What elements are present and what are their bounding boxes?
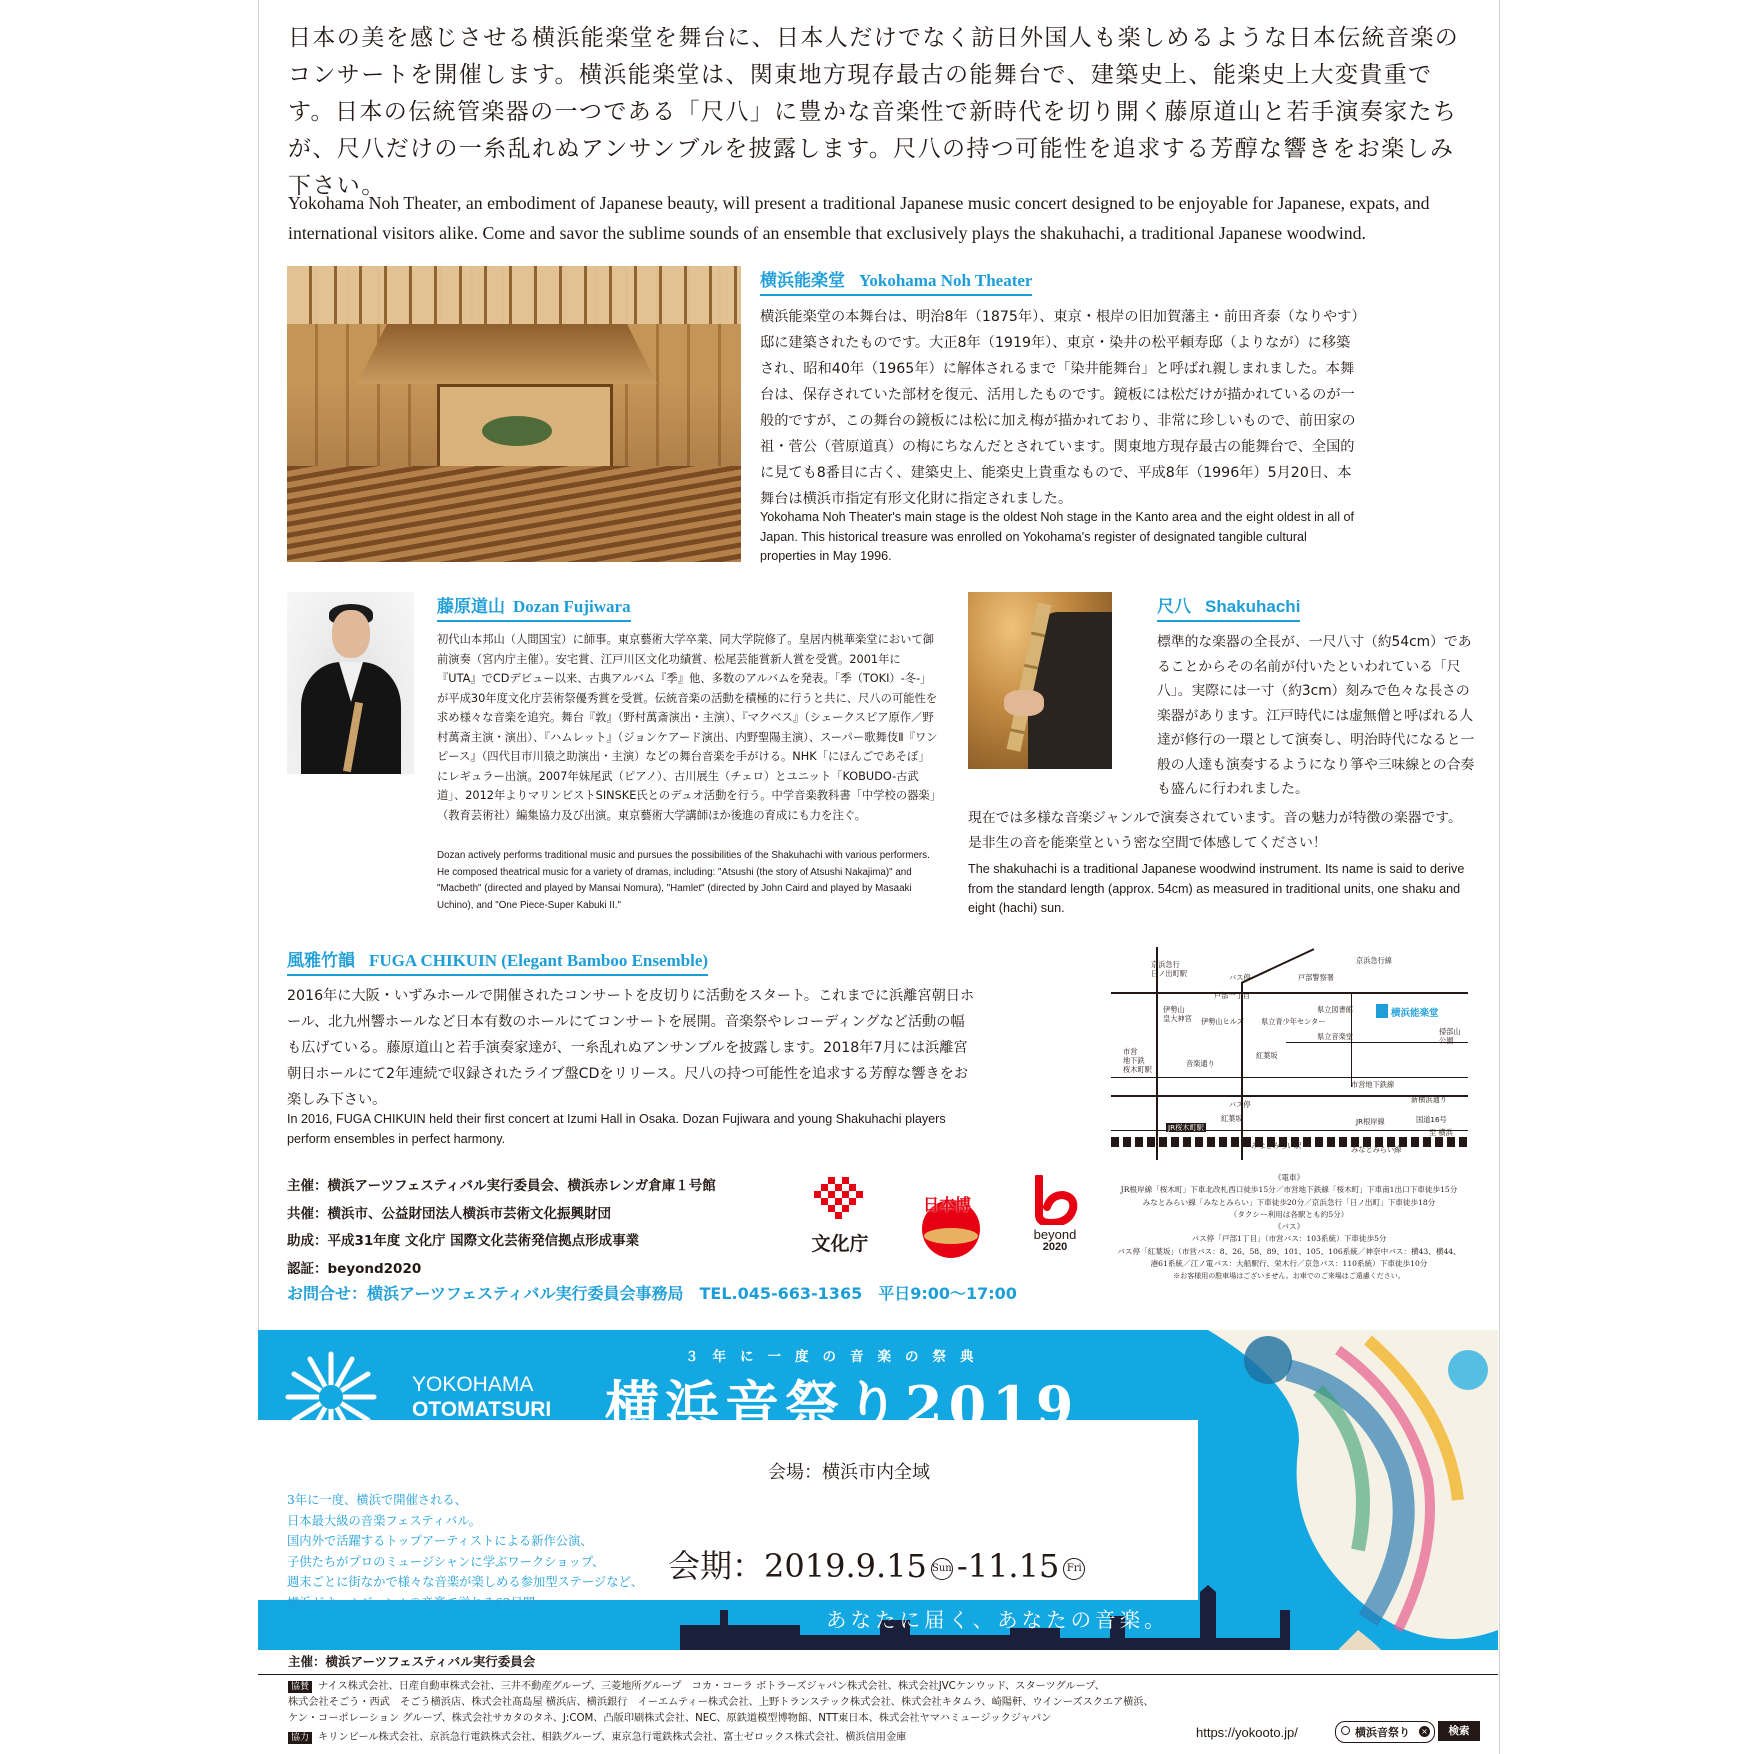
dozan-heading-en: Dozan Fujiwara	[513, 597, 631, 616]
clear-icon: ×	[1419, 1726, 1430, 1737]
credits-organizer: 主催：横浜アーツフェスティバル実行委員会、横浜赤レンガ倉庫１号館	[287, 1178, 716, 1194]
access-line: バス停「戸部1丁目」（市営バス：103系統）下車徒歩5分	[1191, 1234, 1387, 1244]
access-line: 港61系統／江ノ電バス：大船駅行、栄木行／京急バス：110系統）下車徒歩10分	[1150, 1259, 1428, 1269]
map-label: 音楽通り	[1186, 1059, 1215, 1068]
footer-kyosan-row-3: ケン・コーポレーション グループ、株式会社サカタのタネ、J:COM、凸版印刷株式会社、NEC、原鉄道模型博物館、NTT東日本、株式会社ヤマハミュージックジャパン	[288, 1713, 1052, 1724]
festival-desc-line: 週末ごとに街なかで様々な音楽が楽しめる参加型ステージなど、	[287, 1575, 644, 1589]
ensemble-heading-jp: 風雅竹韻	[287, 951, 355, 971]
map-label: バス停	[1229, 1100, 1251, 1109]
festival-tagline: あなたに届く、あなたの音楽。	[826, 1608, 1169, 1632]
access-line: ※お客様用の駐車場はございません。お車でのご来場はご遠慮ください。	[1173, 1272, 1405, 1281]
website-url[interactable]: https://yokooto.jp/	[1196, 1725, 1298, 1740]
map-label: 至 横浜	[1429, 1128, 1453, 1137]
festival-desc-line: 3年に一度、横浜で開催される、	[287, 1493, 467, 1507]
search-box[interactable]	[1335, 1721, 1435, 1743]
shakuhachi-heading	[1157, 592, 1300, 622]
map-label: 紅葉坂	[1221, 1114, 1243, 1123]
festival-venue: 会場：横浜市内全域	[768, 1462, 930, 1483]
shakuhachi-photo	[968, 592, 1112, 769]
map-label: 戸部一丁目	[1214, 991, 1250, 1000]
kyoryoku-tag: 協力	[288, 1732, 312, 1744]
dozan-heading-jp: 藤原道山	[437, 597, 505, 617]
nippon-haku-logo	[902, 1178, 992, 1268]
festival-subtitle: ３年に一度の音楽の祭典	[685, 1349, 988, 1365]
shakuhachi-heading-en: Shakuhachi	[1205, 597, 1301, 616]
map-label: みなとみらい線	[1351, 1145, 1402, 1154]
map-label: JR根岸線	[1356, 1117, 1385, 1126]
period-label: 会期：	[668, 1547, 765, 1585]
map-label: 新横浜通り	[1411, 1095, 1447, 1104]
access-line: JR根岸線「桜木町」下車北改札西口徒歩15分／市営地下鉄線「桜木町」下車南1出口下車徒歩15分	[1120, 1185, 1458, 1195]
access-bus-title: 《バス》	[1273, 1222, 1305, 1232]
bunka-logo	[807, 1175, 873, 1255]
footer-kyoryoku-row	[288, 1730, 906, 1745]
ensemble-heading-en: FUGA CHIKUIN (Elegant Bamboo Ensemble)	[369, 951, 709, 970]
shakuhachi-body-jp-bottom: 現在では多様な音楽ジャンルで演奏されています。音の魅力が特徴の楽器です。是非生の音を能楽堂という密な空間で体感してください！	[968, 810, 1462, 851]
festival-desc-line: 横浜がオールジャンルの音楽で溢れる62日間。	[287, 1595, 548, 1610]
map-destination-label: 横浜能楽堂	[1391, 1008, 1439, 1019]
map-label: 紅葉坂	[1256, 1051, 1278, 1060]
festival-period	[668, 1541, 1089, 1587]
map-label: 伊勢山ヒルズ	[1201, 1017, 1244, 1026]
festival-desc-line: 日本最大級の音楽フェスティバル。	[287, 1513, 481, 1528]
map-label: バス停	[1229, 973, 1251, 982]
search-icon	[1341, 1726, 1350, 1735]
map-label: 京浜急行線	[1356, 956, 1392, 965]
contact-line: お問合せ：横浜アーツフェスティバル実行委員会事務局 TEL.045-663-1365 平日9:00～17:00	[287, 1284, 1017, 1303]
ensemble-heading	[287, 946, 708, 976]
access-line: みなとみらい線「みなとみらい」下車徒歩20分／京浜急行「日ノ出町」下車徒歩18分	[1142, 1197, 1436, 1207]
intro-english: Yokohama Noh Theater, an embodiment of Japanese beauty, will present a traditional Japanese music concert designed to be enjoyable for Japanese, expats, and international visitors alike. Come and savor the sublime sounds of an ensemble that exclusively plays the shakuhachi, a traditional Japanese woodwind.	[288, 193, 1430, 243]
brand-yokohama: YOKOHAMA	[412, 1373, 534, 1396]
kyosan-text: ナイス株式会社、日産自動車株式会社、三井不動産グループ、三菱地所グループ コカ・コーラ ボトラーズジャパン株式会社、株式会社JVCケンウッド、スターツグループ、	[318, 1681, 1105, 1692]
ensemble-body-jp: 2016年に大阪・いずみホールで開催されたコンサートを皮切りに活動をスタート。これまでに浜離宮朝日ホール、北九州響ホールなど日本有数のホールにてコンサートを展開。音楽祭やレコーディングなど活動の幅も広げている。藤原道山と若手演奏家達が、一糸乱れぬアンサンブルを披露します。2018年7月には浜離宮朝日ホールにて2年連続で収録されたライブ盤CDをリリース。尺八の持つ可能性を追求する芳醇な響きをお楽しみ下さい。	[287, 988, 975, 1108]
beyond2020-logo	[1025, 1175, 1085, 1255]
beyond-text-2: 2020	[1042, 1241, 1068, 1253]
access-map	[1111, 947, 1468, 1160]
shakuhachi-body-en: The shakuhachi is a traditional Japanese woodwind instrument. Its name is said to derive from the standard length (approx. 54cm) as measured in traditional units, one shaku and eight (hachi) sun.	[968, 862, 1465, 915]
map-label: 市営 地下鉄 桜木町駅	[1123, 1047, 1152, 1074]
festival-title: 横浜音祭り2019	[605, 1374, 1080, 1438]
dozan-body-jp: 初代山本邦山（人間国宝）に師事。東京藝術大学卒業、同大学院修了。皇居内桃華楽堂において御前演奏（宮内庁主催）。安宅賞、江戸川区文化功績賞、松尾芸能賞新人賞を受賞。2001年に『UTA』でCDデビュー以来、古典アルバム『季』他、多数のアルバムを発表。「季（TOKI）-冬-」が平成30年度文化庁芸術祭優秀賞を受賞。伝統音楽の活動を積極的に行うと共に、尺八の可能性を求め様々な音楽を追究。舞台『敦』（野村萬斎演出・主演）、『マクベス』（シェークスピア原作／野村萬斎主演・演出）、『ハムレット』（ジョンケアード演出、内野聖陽主演）、スーパー歌舞伎Ⅱ『ワンピース』（四代目市川猿之助演出・主演）などの舞台音楽を手がける。NHK「にほんごであそぼ」にレギュラー出演。2007年妹尾武（ピアノ）、古川展生（チェロ）とユニット「KOBUDO-古武道」、2012年よりマリンビストSINSKE氏とのデュオ活動を行う。中学音楽教科書「中学校の器楽」（教育芸術社）編集協力及び出演。東京藝術大学講師ほか後進の育成にも力を注ぐ。	[437, 633, 938, 822]
period-end-dow: Fri	[1063, 1558, 1085, 1580]
shakuhachi-body-jp-top: 標準的な楽器の全長が、一尺八寸（約54cm）であることからその名前が付いたといわれている「尺八」。実際には一寸（約3cm）刻みで色々な長さの楽器があります。江戸時代には虚無僧と呼ばれる人達が修行の一環として演奏し、明治時代になると一般の人達も演奏するようになり箏や三味線との合奏も盛んに行われました。	[1157, 634, 1475, 797]
footer-kyosan-row-1	[288, 1679, 1105, 1694]
credits	[287, 1173, 1007, 1283]
access-info	[1103, 1172, 1475, 1283]
theater-heading	[760, 266, 1032, 296]
footer-divider	[258, 1674, 1498, 1675]
festival-desc-line: 国内外で活躍するトップアーティストによる新作公演、	[287, 1534, 593, 1548]
access-train-title: 《電車》	[1273, 1173, 1305, 1182]
footer-host: 主催：横浜アーツフェスティバル実行委員会	[288, 1654, 536, 1669]
credits-subsidy: 助成：平成31年度 文化庁 国際文化芸術発信拠点形成事業	[287, 1233, 640, 1249]
map-label: JR桜木町駅	[1168, 1123, 1204, 1132]
credits-certified: 認証：beyond2020	[287, 1260, 422, 1277]
map-label: 県立音楽堂	[1317, 1032, 1353, 1041]
dozan-heading	[437, 592, 631, 622]
dozan-body-en: Dozan actively performs traditional music and pursues the possibilities of the Shakuhachi with various performers. He composed theatrical music for a variety of dramas, including: "Atsushi (the story of Atsushi Nakajima)" and "Macbeth" (directed and played by Mansai Nomura), "Hamlet" (directed by John Caird and played by Masaaki Uchino), and "One Piece-Super Kabuki II."	[437, 850, 930, 911]
map-label: 戸部警察署	[1298, 973, 1334, 982]
period-end: -11.15	[956, 1547, 1060, 1585]
map-label: 掃部山 公園	[1439, 1027, 1461, 1045]
map-label: 市営地下鉄線	[1351, 1080, 1395, 1089]
footer-kyosan-row-2: 株式会社そごう・西武 そごう横浜店、株式会社髙島屋 横浜店、横浜銀行 イーエムティー株式会社、上野トランステック株式会社、株式会社キタムラ、崎陽軒、ウインーズスクエア横浜、	[288, 1697, 1154, 1708]
kyosan-tag: 協賛	[288, 1681, 312, 1693]
brand-otomatsuri: OTOMATSURI	[412, 1398, 552, 1421]
theater-heading-en: Yokohama Noh Theater	[859, 271, 1033, 290]
dozan-portrait	[287, 592, 414, 774]
brand-jp: 横浜音祭り	[412, 1430, 462, 1441]
theater-body-en: Yokohama Noh Theater's main stage is the oldest Noh stage in the Kanto area and the eight oldest in all of Japan. This historical treasure was enrolled on Yokohama's register of designated tangible cultural properties in May 1996.	[760, 510, 1354, 563]
bunka-logo-text: 文化庁	[811, 1233, 869, 1255]
access-line: バス停「紅葉坂」（市営バス：8、26、58、89、101、105、106系統／神奈中バス：横43、横44、	[1117, 1246, 1461, 1256]
festival-description	[287, 1490, 643, 1613]
map-label: 京浜急行 日ノ出町駅	[1151, 960, 1187, 978]
beyond-text-1: beyond	[1033, 1227, 1077, 1242]
theater-heading-jp: 横浜能楽堂	[760, 271, 845, 291]
map-label: 県立青少年センター	[1261, 1017, 1326, 1026]
map-label: 国道16号	[1416, 1115, 1447, 1124]
kyoryoku-text: キリンビール株式会社、京浜急行電鉄株式会社、相鉄グループ、東京急行電鉄株式会社、富士ゼロックス株式会社、横浜信用金庫	[318, 1732, 907, 1743]
theater-body-jp: 横浜能楽堂の本舞台は、明治8年（1875年）、東京・根岸の旧加賀藩主・前田斉泰（なりやす）邸に建築されたものです。大正8年（1919年）、東京・染井の松平頼寿邸（よりなが）に移築され、昭和40年（1965年）に解体されるまで「染井能舞台」と呼ばれ親しまれました。本舞台は、保存されていた部材を復元、活用したものです。鏡板には松だけが描かれているのが一般的ですが、この舞台の鏡板には松に加え梅が描かれており、非常に珍しいもので、前田家の祖・菅公（菅原道真）の梅にちなんだとされています。関東地方現存最古の能舞台で、全国的に見ても8番目に古く、建築史上、能楽史上貴重なもので、平成8年（1996年）5月20日、本舞台は横浜市指定有形文化財に指定されました。	[760, 309, 1359, 507]
map-label: 伊勢山 皇大神宮	[1163, 1005, 1192, 1023]
ensemble-body-en: In 2016, FUGA CHIKUIN held their first concert at Izumi Hall in Osaka. Dozan Fujiwara and young Shakuhachi players perform ensembles in perfect harmony.	[287, 1112, 946, 1146]
access-line: （タクシー利用は各駅とも約5分）	[1229, 1209, 1349, 1219]
otomatsuri-logo-icon	[284, 1350, 378, 1444]
map-label: 県立図書館	[1317, 1005, 1353, 1014]
map-label: みなとみらい駅	[1251, 1141, 1302, 1150]
festival-desc-line: 子供たちがプロのミュージシャンに学ぶワークショップ、	[287, 1554, 605, 1569]
noh-theater-photo	[287, 266, 741, 562]
search-text: 横浜音祭り	[1355, 1726, 1410, 1739]
nippon-haku-text: 日本博	[922, 1195, 971, 1214]
period-start: 2019.9.15	[764, 1547, 927, 1585]
period-start-dow: Sun	[931, 1558, 953, 1580]
credits-co-organizer: 共催：横浜市、公益財団法人横浜市芸術文化振興財団	[287, 1205, 611, 1222]
intro-japanese: 日本の美を感じさせる横浜能楽堂を舞台に、日本人だけでなく訪日外国人も楽しめるような日本伝統音楽のコンサートを開催します。横浜能楽堂は、関東地方現存最古の能舞台で、建築史上、能楽史上大変貴重です。日本の伝統管楽器の一つである「尺八」に豊かな音楽性で新時代を切り開く藤原道山と若手演奏家たちが、尺八だけの一糸乱れぬアンサンブルを披露します。尺八の持つ可能性を追求する芳醇な響きをお楽しみ下さい。	[288, 25, 1460, 199]
shakuhachi-heading-jp: 尺八	[1157, 597, 1191, 617]
search-button[interactable]: 検索	[1438, 1721, 1480, 1741]
